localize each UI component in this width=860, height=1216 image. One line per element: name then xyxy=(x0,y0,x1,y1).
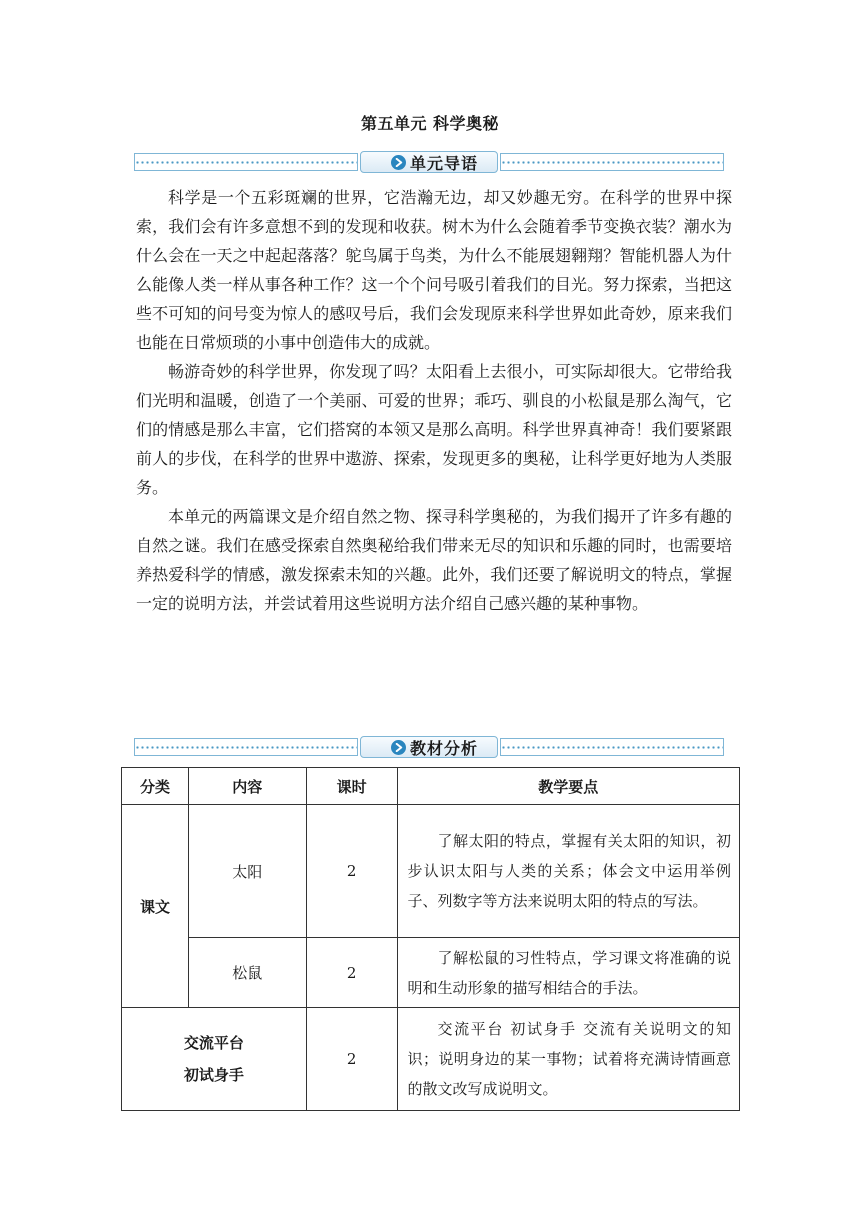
page-title: 第五单元 科学奥秘 xyxy=(360,114,500,133)
play-arrow-icon xyxy=(391,155,406,170)
table-header-row xyxy=(122,768,740,805)
column-header-category: 分类 xyxy=(122,768,189,805)
paragraph: 畅游奇妙的科学世界，你发现了吗？太阳看上去很小，可实际却很大。它带给我们光明和温暖，创造了一个美丽、可爱的世界；乖巧、驯良的小松鼠是那么淘气，它们的情感是那么丰富，它们搭窝的本领又是那么高明。科学世界真神奇！我们要紧跟前人的步伐，在科学的世界中遨游、探索，发现更多的奥秘，让科学更好地为人类服务。 xyxy=(136,362,732,497)
dotted-divider-right xyxy=(500,153,724,171)
column-header-hours: 课时 xyxy=(306,768,397,805)
column-header-points: 教学要点 xyxy=(397,768,739,805)
content-cell: 太阳 xyxy=(188,805,306,938)
points-cell xyxy=(397,938,739,1008)
category-line: 初试身手 xyxy=(183,1066,244,1084)
category-line: 交流平台 xyxy=(183,1034,244,1052)
table-row xyxy=(122,805,740,938)
points-text: 交流平台 初试身手 交流有关说明文的知识；说明身边的某一事物；试着将充满诗情画意的散文改写成说明文。 xyxy=(407,1020,731,1098)
column-header-content: 内容 xyxy=(188,768,306,805)
hours-cell: 2 xyxy=(306,938,397,1008)
points-text: 了解太阳的特点，掌握有关太阳的知识，初步认识太阳与人类的关系；体会文中运用举例子、列数字等方法来说明太阳的特点的写法。 xyxy=(407,832,731,910)
dotted-divider-left xyxy=(134,153,358,171)
category-cell: 课文 xyxy=(122,805,189,1008)
hours-cell: 2 xyxy=(306,805,397,938)
content-cell: 松鼠 xyxy=(188,938,306,1008)
section-banner-guide xyxy=(134,151,724,173)
table-row xyxy=(122,1008,740,1111)
hours-cell: 2 xyxy=(306,1008,397,1111)
points-text: 了解松鼠的习性特点，学习课文将准确的说明和生动形象的描写相结合的手法。 xyxy=(407,948,731,997)
points-cell xyxy=(397,805,739,938)
dotted-divider-right xyxy=(500,738,724,756)
category-cell-platform xyxy=(122,1008,307,1111)
paragraph: 本单元的两篇课文是介绍自然之物、探寻科学奥秘的，为我们揭开了许多有趣的自然之谜。我们在感受探索自然奥秘给我们带来无尽的知识和乐趣的同时，也需要培养热爱科学的情感，激发探索未知的兴趣。此外，我们还要了解说明文的特点，掌握一定的说明方法，并尝试着用这些说明方法介绍自己感兴趣的某种事物。 xyxy=(136,507,732,613)
play-arrow-icon xyxy=(391,740,406,755)
analysis-table xyxy=(121,767,740,1111)
points-cell xyxy=(397,1008,739,1111)
dotted-divider-left xyxy=(134,738,358,756)
section-banner-analysis xyxy=(134,736,724,758)
unit-introduction xyxy=(136,183,732,618)
section-header-pill xyxy=(360,736,498,758)
table-row xyxy=(122,938,740,1008)
section-title-guide: 单元导语 xyxy=(410,153,479,173)
section-title-analysis: 教材分析 xyxy=(410,738,479,758)
paragraph: 科学是一个五彩斑斓的世界，它浩瀚无边，却又妙趣无穷。在科学的世界中探索，我们会有许多意想不到的发现和收获。树木为什么会随着季节变换衣装？潮水为什么会在一天之中起起落落？鸵鸟属于鸟类，为什么不能展翅翱翔？智能机器人为什么能像人类一样从事各种工作？这一个个问号吸引着我们的目光。努力探索，当把这些不可知的问号变为惊人的感叹号后，我们会发现原来科学世界如此奇妙，原来我们也能在日常烦琐的小事中创造伟大的成就。 xyxy=(136,188,732,352)
section-header-pill xyxy=(360,151,498,173)
